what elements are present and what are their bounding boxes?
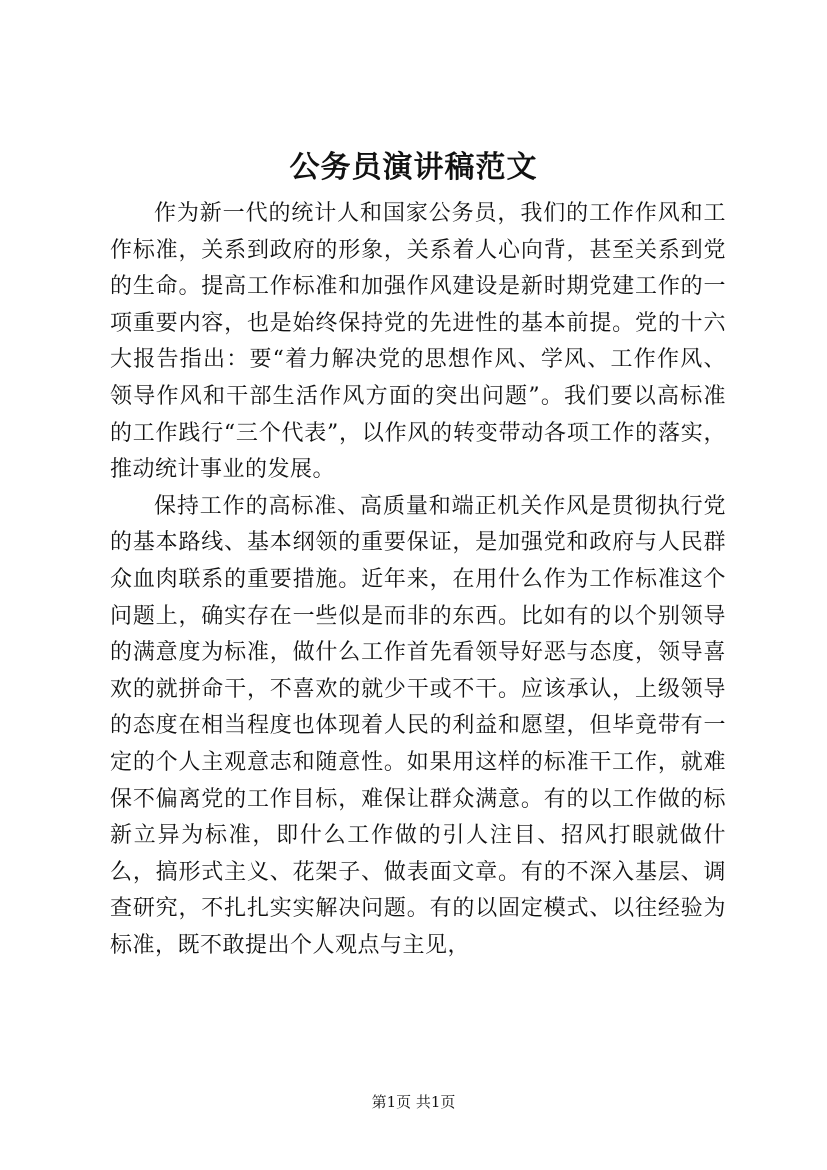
- document-body: [110, 196, 726, 964]
- document-title: 公务员演讲稿范文: [289, 150, 538, 185]
- page-number-footer: 第1页 共1页: [371, 1093, 456, 1111]
- paragraph-2: 保持工作的高标准、高质量和端正机关作风是贯彻执行党的基本路线、基本纲领的重要保证，是加强党和政府与人民群众血肉联系的重要措施。近年来，在用什么作为工作标准这个问题上，确实存在一些似是而非的东西。比如有的以个别领导的满意度为标准，做什么工作首先看领导好恶与态度，领导喜欢的就拼命干，不喜欢的就少干或不干。应该承认，上级领导的态度在相当程度也体现着人民的利益和愿望，但毕竟带有一定的个人主观意志和随意性。如果用这样的标准干工作，就难保不偏离党的工作目标，难保让群众满意。有的以工作做的标新立异为标准，即什么工作做的引人注目、招风打眼就做什么，搞形式主义、花架子、做表面文章。有的不深入基层、调查研究，不扎扎实实解决问题。有的以固定模式、以往经验为标准，既不敢提出个人观点与主见，: [110, 493, 726, 958]
- paragraph-1: 作为新一代的统计人和国家公务员，我们的工作作风和工作标准，关系到政府的形象，关系着人心向背，甚至关系到党的生命。提高工作标准和加强作风建设是新时期党建工作的一项重要内容，也是始终保持党的先进性的基本前提。党的十六大报告指出：要“着力解决党的思想作风、学风、工作作风、领导作风和干部生活作风方面的突出问题”。我们要以高标准的工作践行“三个代表”，以作风的转变带动各项工作的落实，推动统计事业的发展。: [110, 201, 726, 483]
